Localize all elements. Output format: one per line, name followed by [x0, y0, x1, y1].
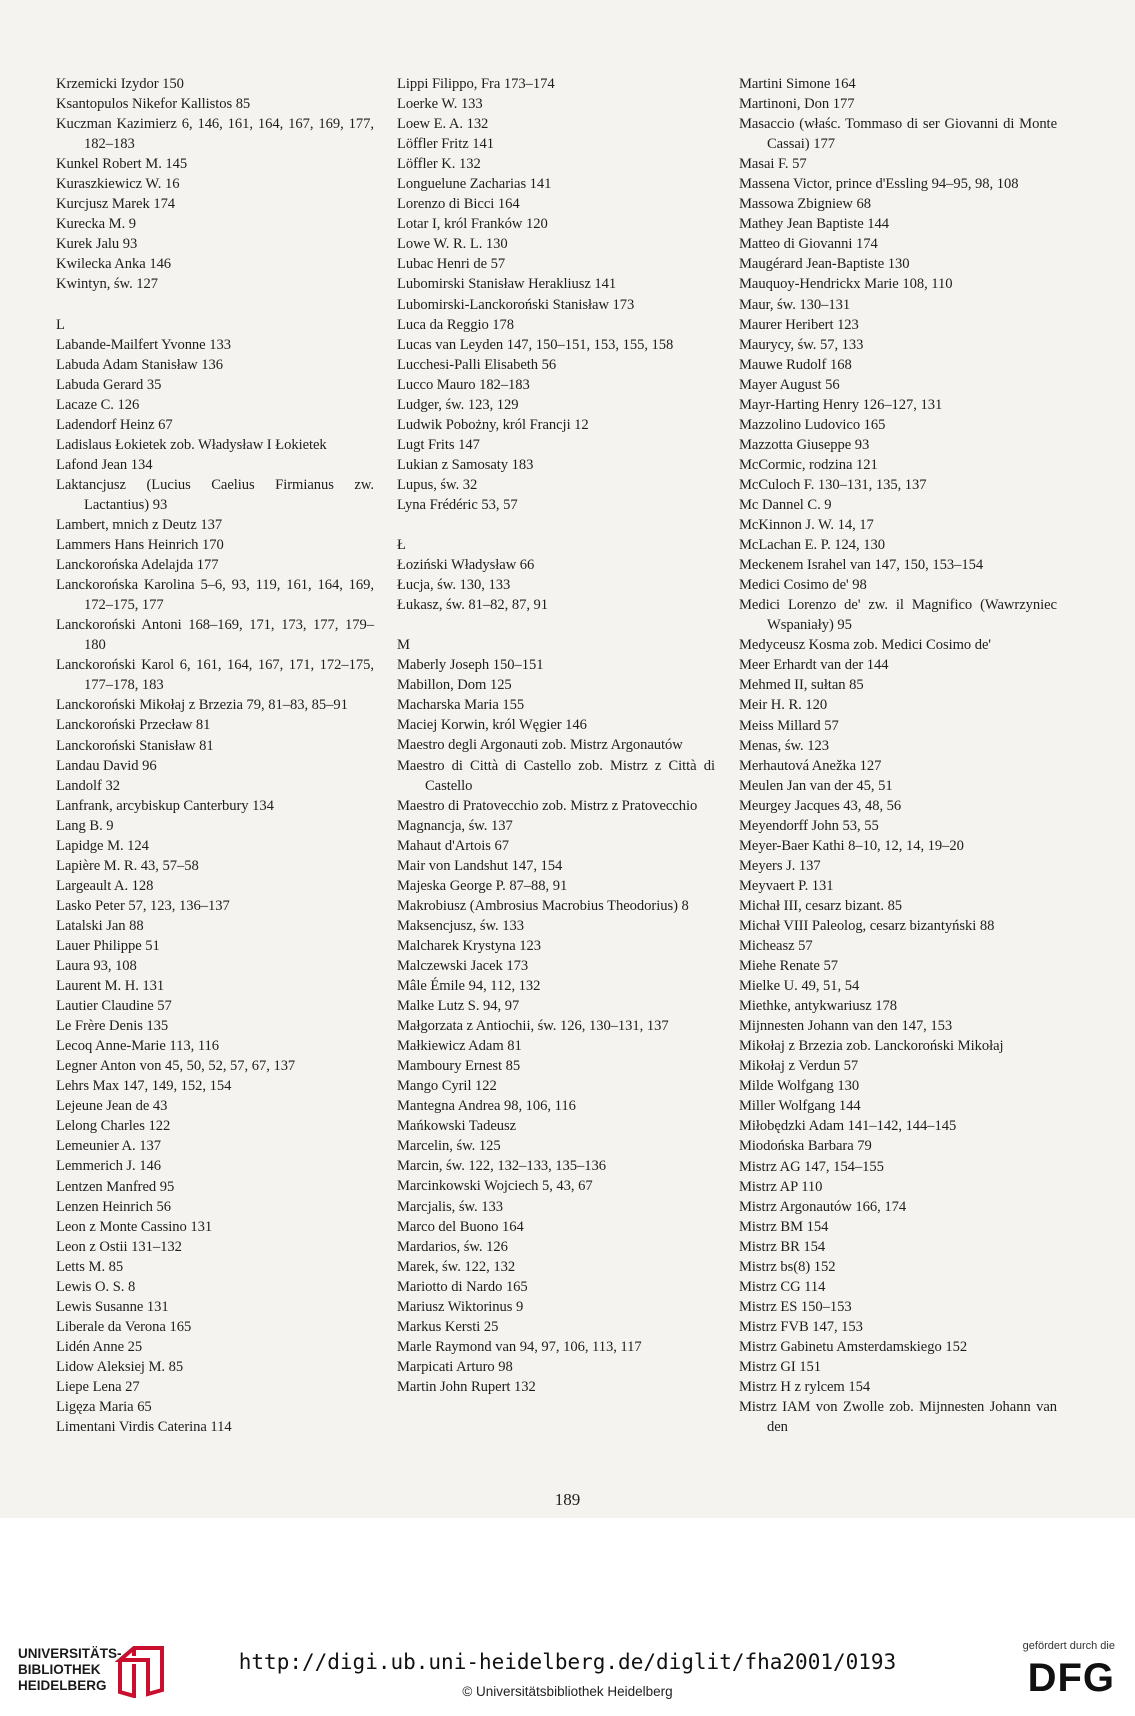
index-entry: Mehmed II, sułtan 85 [739, 677, 864, 694]
index-entry: Lewis O. S. 8 [56, 1278, 136, 1295]
index-entry: Mâle Émile 94, 112, 132 [397, 978, 541, 995]
index-entry: Lanckoroński Mikołaj z Brzezia 79, 81–83, 85–91 [56, 697, 348, 714]
index-entry: Labande-Mailfert Yvonne 133 [56, 336, 231, 353]
index-entry: Lubomirski-Lanckoroński Stanisław 173 [397, 296, 635, 313]
library-name-line: HEIDELBERG [18, 1678, 107, 1693]
index-entry: Martin John Rupert 132 [397, 1378, 536, 1395]
index-entry: Miłobędzki Adam 141–142, 144–145 [739, 1118, 957, 1135]
index-entry: Loerke W. 133 [397, 96, 483, 113]
copyright-notice: © Universitätsbibliothek Heidelberg [462, 1684, 673, 1699]
index-entry: McKinnon J. W. 14, 17 [739, 517, 874, 534]
index-entry: Mayer August 56 [739, 376, 840, 393]
index-entry: Lanckorońska Karolina 5–6, 93, 119, 161, 164, 169, 172–175, 177 [56, 577, 374, 614]
index-entry: Lubomirski Stanisław Herakliusz 141 [397, 276, 617, 293]
index-entry: Meckenem Israhel van 147, 150, 153–154 [739, 557, 984, 574]
index-entry: Laura 93, 108 [56, 958, 137, 975]
index-entry: Małkiewicz Adam 81 [397, 1038, 522, 1055]
index-entry: Mantegna Andrea 98, 106, 116 [397, 1098, 576, 1115]
index-entry: Luca da Reggio 178 [397, 316, 515, 333]
index-entry: Malcharek Krystyna 123 [397, 937, 541, 954]
index-entry: Maestro di Pratovecchio zob. Mistrz z Pratovecchio [397, 797, 698, 814]
index-entry: Mistrz CG 114 [739, 1278, 826, 1295]
index-entry: Letts M. 85 [56, 1258, 124, 1275]
dfg-logo[interactable]: DFG [1027, 1656, 1115, 1700]
index-entry: McLachan E. P. 124, 130 [739, 537, 885, 554]
index-entry: Markus Kersti 25 [397, 1318, 499, 1335]
index-entry: Maugérard Jean-Baptiste 130 [739, 256, 910, 273]
index-entry: Makrobiusz (Ambrosius Macrobius Theodorius) 8 [397, 897, 689, 914]
index-entry: Miethke, antykwariusz 178 [739, 998, 898, 1015]
index-entry: Marpicati Arturo 98 [397, 1358, 513, 1375]
index-entry: Massena Victor, prince d'Essling 94–95, 98, 108 [739, 176, 1019, 193]
index-entry: Massowa Zbigniew 68 [739, 196, 871, 213]
index-entry: Maur, św. 130–131 [739, 296, 851, 313]
funder-block [1005, 1640, 1115, 1704]
index-entry: Mikołaj z Verdun 57 [739, 1058, 859, 1075]
index-entry: Labuda Adam Stanisław 136 [56, 356, 223, 373]
index-entry: Lenzen Heinrich 56 [56, 1198, 171, 1215]
index-entry: Lidow Aleksiej M. 85 [56, 1358, 184, 1375]
index-entry: Lugt Frits 147 [397, 436, 480, 453]
index-entry: Lanfrank, arcybiskup Canterbury 134 [56, 797, 274, 814]
index-entry: Limentani Virdis Caterina 114 [56, 1419, 232, 1436]
index-entry: Łukasz, św. 81–82, 87, 91 [397, 597, 549, 614]
index-entry: Meyvaert P. 131 [739, 877, 834, 894]
index-entry: Łucja, św. 130, 133 [397, 577, 511, 594]
index-entry: Malke Lutz S. 94, 97 [397, 998, 520, 1015]
index-entry: Kurek Jalu 93 [56, 236, 138, 253]
index-entry: Lemeunier A. 137 [56, 1138, 161, 1155]
index-entry: Marle Raymond van 94, 97, 106, 113, 117 [397, 1338, 642, 1355]
index-entry: Lasko Peter 57, 123, 136–137 [56, 897, 230, 914]
index-entry: Mikołaj z Brzezia zob. Lanckoroński Mikołaj [739, 1038, 1004, 1055]
index-entry: Maestro di Città di Castello zob. Mistrz z Città di Castello [397, 757, 715, 794]
index-column-1 [56, 74, 374, 1437]
index-entry: Löffler Fritz 141 [397, 136, 494, 153]
index-entry: Meiss Millard 57 [739, 717, 839, 734]
index-entry: Lemmerich J. 146 [56, 1158, 161, 1175]
index-entry: Mańkowski Tadeusz [397, 1118, 517, 1135]
index-entry: Maksencjusz, św. 133 [397, 917, 524, 934]
index-entry: Maestro degli Argonauti zob. Mistrz Argonautów [397, 737, 683, 754]
index-entry: Mistrz GI 151 [739, 1359, 822, 1375]
index-entry: Mistrz Argonautów 166, 174 [739, 1198, 907, 1215]
index-entry: Mathey Jean Baptiste 144 [739, 216, 889, 233]
index-entry: Ksantopulos Nikefor Kallistos 85 [56, 96, 251, 113]
index-entry: Lanckoroński Przecław 81 [56, 717, 211, 734]
index-entry: Mazzotta Giuseppe 93 [739, 436, 870, 453]
index-entry: Le Frère Denis 135 [56, 1018, 169, 1035]
index-entry: Mistrz AP 110 [739, 1178, 823, 1195]
index-entry: Lanckoroński Stanisław 81 [56, 737, 214, 754]
index-column-3 [739, 74, 1057, 1437]
index-entry: Mayr-Harting Henry 126–127, 131 [739, 396, 943, 413]
index-entry: Miehe Renate 57 [739, 958, 838, 975]
index-entry: Mijnnesten Johann van den 147, 153 [739, 1018, 953, 1035]
index-entry: Medici Lorenzo de' zw. il Magnifico (Wawrzyniec Wspaniały) 95 [739, 597, 1057, 634]
index-entry: Lukian z Samosaty 183 [397, 456, 534, 473]
index-entry: Michał III, cesarz bizant. 85 [739, 897, 903, 914]
index-entry: Maberly Joseph 150–151 [397, 657, 544, 674]
library-name-line: UNIVERSITÄTS- [18, 1646, 122, 1661]
index-entry: Kwintyn, św. 127 [56, 276, 159, 293]
index-entry: Mauwe Rudolf 168 [739, 356, 852, 373]
index-entry: Maurycy, św. 57, 133 [739, 336, 864, 353]
digitization-footer [0, 1620, 1135, 1716]
index-entry: Marcin, św. 122, 132–133, 135–136 [397, 1158, 606, 1175]
index-entry: Ladendorf Heinz 67 [56, 416, 173, 433]
index-entry: Michał VIII Paleolog, cesarz bizantyński 88 [739, 917, 995, 934]
index-entry: Lewis Susanne 131 [56, 1298, 169, 1315]
index-entry: Miodońska Barbara 79 [739, 1138, 872, 1155]
index-entry: Mariotto di Nardo 165 [397, 1278, 528, 1295]
index-entry: Latalski Jan 88 [56, 917, 144, 934]
index-column-2 [397, 74, 715, 1397]
index-entry: Loew E. A. 132 [397, 116, 489, 133]
index-entry: Lyna Frédéric 53, 57 [397, 496, 518, 513]
index-entry: Mistrz AG 147, 154–155 [739, 1158, 884, 1175]
index-entry: Medyceusz Kosma zob. Medici Cosimo de' [739, 637, 992, 654]
index-entry: Micheasz 57 [739, 938, 813, 955]
index-entry: Lammers Hans Heinrich 170 [56, 537, 224, 554]
index-entry: Liepe Lena 27 [56, 1379, 140, 1395]
index-entry: Menas, św. 123 [739, 737, 829, 754]
index-entry: Miller Wolfgang 144 [739, 1098, 861, 1115]
index-entry: Mistrz BR 154 [739, 1238, 826, 1255]
index-entry: Lejeune Jean de 43 [56, 1098, 168, 1115]
index-entry: Marcelin, św. 125 [397, 1138, 501, 1155]
index-entry: Mistrz IAM von Zwolle zob. Mijnnesten Johann van den [739, 1399, 1057, 1436]
index-entry: Lafond Jean 134 [56, 456, 153, 473]
index-entry: Mistrz ES 150–153 [739, 1298, 852, 1315]
index-entry: Lambert, mnich z Deutz 137 [56, 516, 223, 533]
index-entry: Ludger, św. 123, 129 [397, 396, 519, 413]
index-entry: Kuczman Kazimierz 6, 146, 161, 164, 167, 169, 177, 182–183 [56, 116, 374, 153]
index-entry: Meir H. R. 120 [739, 697, 828, 714]
index-entry: Lehrs Max 147, 149, 152, 154 [56, 1078, 232, 1095]
index-entry: Kwilecka Anka 146 [56, 256, 172, 273]
index-entry: Lanckorońska Adelajda 177 [56, 557, 219, 574]
index-entry: Lauer Philippe 51 [56, 937, 160, 954]
index-entry: Liberale da Verona 165 [56, 1318, 192, 1335]
index-entry: Kunkel Robert M. 145 [56, 156, 188, 173]
index-entry: Lippi Filippo, Fra 173–174 [397, 76, 555, 92]
index-entry: Łoziński Władysław 66 [397, 557, 535, 574]
index-entry: Largeault A. 128 [56, 877, 154, 894]
index-entry: Marek, św. 122, 132 [397, 1258, 516, 1275]
index-entry: Legner Anton von 45, 50, 52, 57, 67, 137 [56, 1058, 296, 1075]
index-entry: Mazzolino Ludovico 165 [739, 416, 886, 433]
index-entry: Mariusz Wiktorinus 9 [397, 1298, 524, 1315]
index-entry: Longuelune Zacharias 141 [397, 176, 552, 193]
index-entry: Ludwik Pobożny, król Francji 12 [397, 416, 589, 433]
index-entry: Lotar I, król Franków 120 [397, 216, 548, 233]
index-entry: Macharska Maria 155 [397, 697, 525, 714]
index-entry: Majeska George P. 87–88, 91 [397, 877, 568, 894]
index-entry: Meulen Jan van der 45, 51 [739, 777, 893, 794]
index-entry: Masai F. 57 [739, 156, 807, 173]
index-entry: Lapière M. R. 43, 57–58 [56, 857, 199, 874]
index-entry: Ladislaus Łokietek zob. Władysław I Łokietek [56, 436, 327, 453]
index-entry: Małgorzata z Antiochii, św. 126, 130–131, 137 [397, 1018, 669, 1035]
index-entry: Lapidge M. 124 [56, 837, 149, 854]
index-entry: Lanckoroński Karol 6, 161, 164, 167, 171, 172–175, 177–178, 183 [56, 657, 374, 694]
index-entry: Mistrz H z rylcem 154 [739, 1379, 871, 1396]
index-entry: Martinoni, Don 177 [739, 96, 855, 113]
funding-caption: gefördert durch die [1022, 1640, 1115, 1652]
index-entry: Löffler K. 132 [397, 156, 481, 173]
index-entry: Mistrz FVB 147, 153 [739, 1318, 863, 1335]
index-entry: Meyendorff John 53, 55 [739, 817, 879, 834]
index-entry: Mistrz Gabinetu Amsterdamskiego 152 [739, 1338, 968, 1355]
index-entry: Lang B. 9 [56, 817, 114, 834]
index-entry: Leon z Monte Cassino 131 [56, 1218, 213, 1235]
index-entry: Lautier Claudine 57 [56, 998, 172, 1015]
index-entry: Lentzen Manfred 95 [56, 1178, 175, 1195]
index-entry: Lecoq Anne-Marie 113, 116 [56, 1038, 220, 1055]
index-entry: Mango Cyril 122 [397, 1078, 497, 1095]
index-entry: Magnancja, św. 137 [397, 817, 513, 834]
index-entry: Lacaze C. 126 [56, 396, 140, 413]
index-entry: Mielke U. 49, 51, 54 [739, 978, 860, 995]
index-entry: Ligęza Maria 65 [56, 1399, 152, 1416]
index-entry: Labuda Gerard 35 [56, 376, 162, 393]
index-entry: Martini Simone 164 [739, 76, 856, 92]
index-entry: Laurent M. H. 131 [56, 978, 165, 995]
index-entry: Marco del Buono 164 [397, 1218, 524, 1235]
index-entry: McCormic, rodzina 121 [739, 456, 878, 473]
index-entry: Lorenzo di Bicci 164 [397, 196, 520, 213]
permalink-url[interactable]: http://digi.ub.uni-heidelberg.de/diglit/fha2001/0193 [238, 1650, 897, 1674]
index-entry: Masaccio (właśc. Tommaso di ser Giovanni di Monte Cassai) 177 [739, 116, 1057, 153]
page-number: 189 [554, 1490, 581, 1509]
index-entry: Mistrz BM 154 [739, 1218, 829, 1235]
index-entry: Mc Dannel C. 9 [739, 496, 832, 513]
index-entry: Mauquoy-Hendrickx Marie 108, 110 [739, 276, 953, 293]
index-letter-heading: M [397, 637, 410, 654]
index-entry: Lucas van Leyden 147, 150–151, 153, 155, 158 [397, 336, 674, 353]
index-entry: Krzemicki Izydor 150 [56, 76, 184, 92]
index-entry: Mahaut d'Artois 67 [397, 837, 509, 854]
index-entry: Leon z Ostii 131–132 [56, 1238, 182, 1255]
index-letter-heading: L [56, 316, 65, 333]
index-entry: Landolf 32 [56, 777, 120, 794]
index-entry: Malczewski Jacek 173 [397, 957, 529, 974]
index-entry: McCuloch F. 130–131, 135, 137 [739, 476, 927, 493]
library-name-line: BIBLIOTHEK [18, 1662, 101, 1677]
index-entry: Medici Cosimo de' 98 [739, 577, 867, 594]
index-entry: Meyers J. 137 [739, 857, 821, 874]
index-entry: Lowe W. R. L. 130 [397, 236, 508, 253]
index-entry: Mamboury Ernest 85 [397, 1058, 521, 1075]
index-entry: Lucco Mauro 182–183 [397, 376, 530, 393]
index-entry: Matteo di Giovanni 174 [739, 236, 878, 253]
index-entry: Landau David 96 [56, 757, 157, 774]
index-entry: Maurer Heribert 123 [739, 316, 859, 333]
index-letter-heading: Ł [397, 537, 406, 554]
index-entry: Marcjalis, św. 133 [397, 1198, 503, 1215]
index-entry: Kurecka M. 9 [56, 216, 137, 233]
index-entry: Meyer-Baer Kathi 8–10, 12, 14, 19–20 [739, 837, 964, 854]
index-entry: Lidén Anne 25 [56, 1338, 143, 1355]
index-entry: Merhautová Anežka 127 [739, 757, 882, 774]
index-entry: Mistrz bs(8) 152 [739, 1258, 836, 1275]
index-entry: Laktancjusz (Lucius Caelius Firmianus zw. Lactantius) 93 [56, 476, 374, 513]
index-entry: Lupus, św. 32 [397, 476, 478, 493]
index-entry: Lucchesi-Palli Elisabeth 56 [397, 356, 557, 373]
index-entry: Mair von Landshut 147, 154 [397, 857, 563, 874]
index-entry: Kuraszkiewicz W. 16 [56, 176, 180, 193]
index-entry: Meer Erhardt van der 144 [739, 657, 889, 674]
index-entry: Mardarios, św. 126 [397, 1238, 508, 1255]
index-entry: Maciej Korwin, król Węgier 146 [397, 717, 587, 734]
index-entry: Kurcjusz Marek 174 [56, 196, 176, 213]
index-entry: Meurgey Jacques 43, 48, 56 [739, 797, 902, 814]
index-entry: Milde Wolfgang 130 [739, 1078, 860, 1095]
index-entry: Marcinkowski Wojciech 5, 43, 67 [397, 1178, 593, 1195]
index-entry: Mabillon, Dom 125 [397, 677, 512, 694]
index-entry: Lanckoroński Antoni 168–169, 171, 173, 177, 179–180 [56, 617, 374, 654]
index-entry: Lubac Henri de 57 [397, 256, 506, 273]
index-entry: Lelong Charles 122 [56, 1118, 171, 1135]
